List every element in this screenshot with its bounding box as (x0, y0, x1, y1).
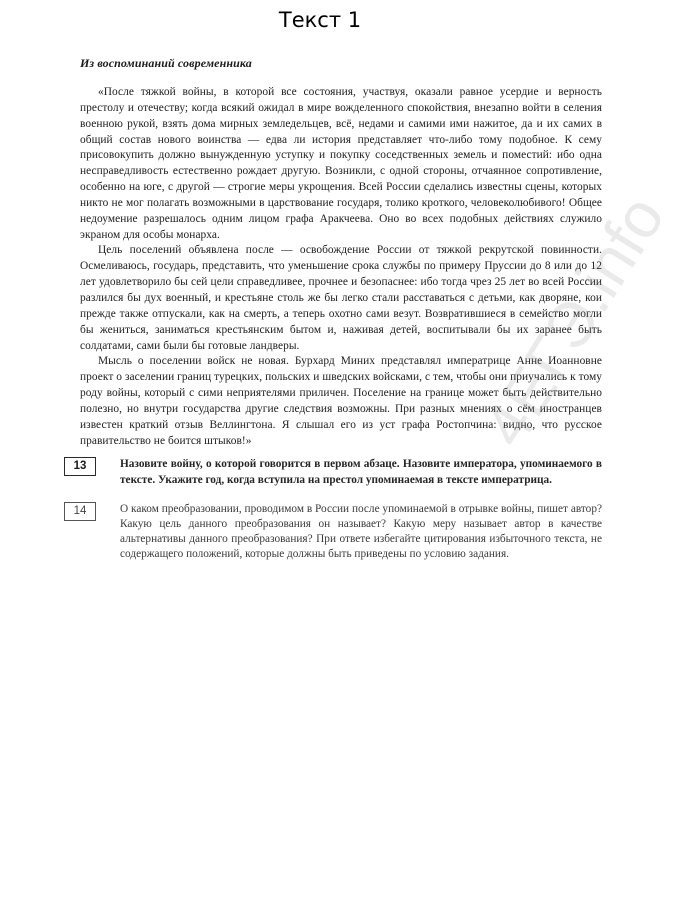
task-13 (62, 457, 602, 487)
scanned-page (62, 56, 602, 563)
task-14 (62, 502, 602, 563)
task-number-box: 14 (64, 502, 96, 521)
text-paragraph: Мысль о поселении войск не новая. Бурхард Миних представлял императрице Анне Иоанновне проект о заселении границ турецких, польских и шведских войсками, с тем, чтобы они приучались к тому роду войны, который с сими неприятелями приличен. Поселение на границе может быть действительно полезно, но внутри государства другие следствия возможны. При разных мнениях о сём иностранцев известен краткий отзыв Веллингтона. Я слышал его из уст графа Ростопчина: видно, что русское правительство не боится штыков!» (80, 355, 602, 447)
source-subtitle: Из воспоминаний современника (80, 56, 252, 70)
watermark: 4ЕГЭ.info (468, 183, 679, 459)
text-paragraph: «После тяжкой войны, в которой все состояния, участвуя, оказали равное усердие и верность престолу и отечеству; когда всякий ожидал в мире вожделенного спокойствия, внезапно войти в селения военною рукой, взять дома мирных земледельцев, всё, недами и самими ими нажитое, да и их самих в общий состав нового воинства — едва ли история представляет что-либо тому подобное. К сему присовокупить должно вынужденную уступку и покупку соседственных земель и поместий: ибо одна несправедливость естественно рождает другую. Возникли, с одной стороны, отчаянное сопротивление, особенно на юге, с другой — строгие меры укрощения. Всей России сделались известны сцены, которых никто не мог полагать возможными в царствование государя, толико кроткого, человеколюбивого! Общее недоумение разрешалось одним лицом графа Аракчеева. Оно во всех подобных действиях служило экраном для особы монарха. (80, 86, 602, 241)
task-number-box: 13 (64, 457, 96, 476)
task-text: Назовите войну, о которой говорится в первом абзаце. Назовите императора, упоминаемого в тексте. Укажите год, когда вступила на престол упоминаемая в тексте императрица. (120, 458, 602, 486)
task-text: О каком преобразовании, проводимом в России после упоминаемой в отрывке войны, пишет автор? Какую цель данного преобразования он называет? Какую меру называет автор в качестве альтернативы данного преобразования? При ответе избегайте цитирования избыточного текста, не содержащего положений, которые должны быть приведены по условию задания. (120, 502, 602, 561)
page-title: Текст 1 (278, 8, 362, 32)
text-paragraph: Цель поселений объявлена после — освобождение России от тяжкой рекрутской повинности. Осмеливаюсь, государь, представить, что уменьшение срока службы по примеру Пруссии до 8 или до 12 лет удовлетворило бы сей цели справедливее, прочнее и безопаснее: ибо тогда чрез 25 лет во всей России разлился бы дух военный, и крестьяне столь же бы легко стали расставаться с детьми, как дворяне, кои прежде также отпускали, как на смерть, а теперь охотно сами везут. Возвратившиеся в семейство могли бы жениться, заниматься крестьянским бытом и, наживая детей, воспитывали бы их заранее быть солдатами, сами были бы готовые ландверы. (80, 244, 602, 352)
